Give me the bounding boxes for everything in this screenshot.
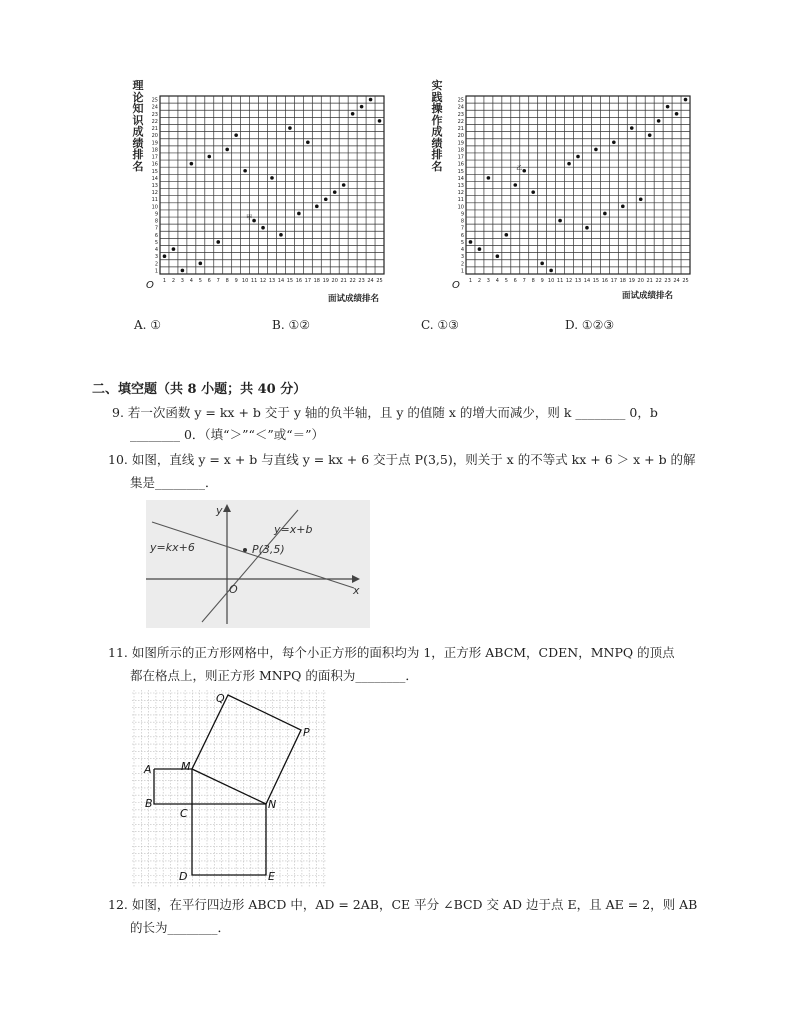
q10-point-p	[243, 548, 247, 552]
x-tick-label: 1	[162, 278, 167, 284]
option-c[interactable]: C. ①③	[421, 318, 459, 332]
data-point	[163, 254, 167, 258]
x-tick-label: 20	[331, 278, 338, 284]
option-d[interactable]: D. ①②③	[565, 318, 615, 332]
data-point	[324, 197, 328, 201]
x-tick-label: 21	[340, 278, 347, 284]
data-point	[522, 169, 526, 173]
x-tick-label: 11	[250, 278, 258, 284]
x-tick-label: 16	[295, 278, 303, 284]
x-tick-label: 8	[225, 278, 229, 284]
x-tick-label: 5	[198, 278, 202, 284]
y-tick-label: 6	[154, 232, 158, 239]
x-tick-label: 4	[189, 278, 193, 284]
q10-y-label: y	[216, 504, 223, 517]
y-tick-label: 10	[151, 204, 158, 211]
x-tick-label: 6	[513, 278, 517, 284]
y-tick-label: 13	[151, 183, 158, 189]
q11-label-m: M	[181, 760, 191, 773]
x-tick-label: 9	[234, 278, 238, 284]
x-tick-label: 9	[540, 278, 544, 284]
y-tick-label: 12	[457, 190, 464, 197]
data-point	[621, 205, 625, 209]
y-tick-label: 19	[151, 140, 158, 147]
q10-line1-label: y=x+b	[274, 523, 313, 536]
data-point	[585, 226, 589, 230]
point-annotation: 甲	[246, 214, 253, 222]
y-tick-label: 23	[151, 111, 158, 118]
x-tick-label: 11	[556, 278, 564, 284]
q9-line1: 9. 若一次函数 y = kx + b 交于 y 轴的负半轴，且 y 的值随 x 的增大而减少，则 k ________ 0，b	[112, 405, 658, 420]
data-point	[531, 190, 535, 194]
q10-point-label: P(3,5)	[252, 543, 285, 556]
data-point	[369, 98, 373, 102]
data-point	[333, 190, 337, 194]
y-tick-label: 23	[457, 111, 464, 118]
q11-label-e: E	[268, 870, 275, 883]
x-tick-label: 2	[477, 278, 482, 284]
data-point	[612, 140, 616, 144]
x-tick-label: 10	[547, 278, 555, 284]
x-tick-label: 8	[531, 278, 535, 284]
q11-label-b: B	[145, 797, 153, 810]
y-tick-label: 1	[460, 268, 464, 275]
y-tick-label: 13	[457, 183, 464, 189]
data-point	[487, 176, 491, 180]
data-point	[243, 169, 247, 173]
data-point	[306, 140, 310, 144]
q11-label-n: N	[268, 798, 277, 811]
y-tick-label: 5	[154, 239, 158, 246]
x-tick-label: 1	[468, 278, 473, 284]
y-tick-label: 15	[151, 168, 158, 175]
chart2-ylabel: 实践操作成绩排名	[431, 79, 443, 173]
y-tick-label: 22	[457, 118, 464, 125]
q11-label-q: Q	[216, 692, 225, 705]
x-tick-label: 15	[592, 278, 600, 284]
data-point	[648, 133, 652, 137]
data-point	[270, 176, 274, 180]
q10-figure	[146, 500, 370, 628]
q10-figure-bg	[146, 500, 370, 628]
data-point	[684, 98, 688, 102]
q10-x-label: x	[353, 584, 360, 597]
y-tick-label: 14	[457, 175, 464, 182]
y-tick-label: 11	[151, 197, 158, 204]
data-point	[261, 226, 265, 230]
x-tick-label: 14	[277, 278, 285, 284]
data-point	[675, 112, 679, 116]
q12-line1: 12. 如图，在平行四边形 ABCD 中，AD = 2AB，CE 平分 ∠BCD 交 AD 边于点 E，且 AE = 2，则 AB	[108, 897, 698, 912]
y-tick-label: 22	[151, 118, 158, 125]
data-point	[558, 219, 562, 223]
x-tick-label: 12	[565, 278, 573, 284]
q11-label-a: A	[144, 763, 152, 776]
q10-origin-label: O	[229, 583, 238, 596]
y-tick-label: 2	[154, 261, 158, 268]
y-tick-label: 24	[151, 104, 158, 111]
y-tick-label: 4	[154, 247, 158, 254]
data-point	[199, 262, 203, 266]
y-tick-label: 14	[151, 175, 158, 182]
y-tick-label: 15	[457, 168, 464, 175]
data-point	[549, 269, 553, 273]
x-tick-label: 23	[664, 278, 671, 284]
plot-frame	[160, 96, 384, 274]
x-tick-label: 15	[286, 278, 294, 284]
q11-label-p: P	[303, 726, 310, 739]
q9-line2: ________ 0．（填“＞”“＜”或“＝”）	[130, 427, 325, 442]
data-point	[630, 126, 634, 130]
data-point	[378, 119, 382, 123]
x-tick-label: 3	[486, 278, 490, 284]
x-tick-label: 10	[241, 278, 249, 284]
x-tick-label: 25	[682, 278, 689, 284]
x-tick-label: 13	[574, 278, 582, 284]
x-tick-label: 20	[637, 278, 644, 284]
q10-line2: 集是________．	[130, 475, 218, 490]
x-tick-label: 18	[313, 278, 320, 284]
chart2-xlabel: 面试成绩排名	[622, 291, 674, 301]
y-tick-label: 16	[151, 161, 158, 168]
data-point	[342, 183, 346, 187]
y-tick-label: 7	[460, 225, 464, 232]
data-point	[351, 112, 355, 116]
data-point	[315, 205, 319, 209]
x-tick-label: 6	[207, 278, 211, 284]
x-tick-label: 13	[268, 278, 276, 284]
plot-frame	[466, 96, 690, 274]
x-tick-label: 12	[259, 278, 267, 284]
data-point	[513, 183, 517, 187]
x-tick-label: 14	[583, 278, 591, 284]
y-tick-label: 2	[460, 261, 464, 268]
chart2-scatter	[444, 86, 694, 304]
x-tick-label: 17	[610, 278, 618, 284]
data-point	[657, 119, 661, 123]
x-tick-label: 24	[673, 278, 680, 284]
y-tick-label: 9	[154, 211, 158, 218]
q11-line2: 都在格点上，则正方形 MNPQ 的面积为________．	[130, 668, 418, 683]
y-tick-label: 16	[457, 161, 464, 168]
option-a[interactable]: A. ①	[134, 318, 162, 332]
x-tick-label: 7	[522, 278, 526, 284]
data-point	[478, 247, 482, 251]
x-tick-label: 22	[349, 278, 356, 284]
data-point	[234, 133, 238, 137]
chart1-ylabel: 理论知识成绩排名	[132, 79, 144, 173]
y-tick-label: 3	[154, 254, 158, 261]
y-tick-label: 6	[460, 232, 464, 239]
y-tick-label: 4	[460, 247, 464, 254]
data-point	[172, 247, 176, 251]
chart1-xlabel: 面试成绩排名	[328, 294, 380, 304]
data-point	[567, 162, 571, 166]
data-point	[576, 155, 580, 159]
x-tick-label: 16	[601, 278, 609, 284]
data-point	[279, 233, 283, 237]
data-point	[594, 148, 598, 152]
y-tick-label: 25	[457, 97, 464, 104]
data-point	[540, 262, 544, 266]
section-title: 二、填空题（共 8 小题；共 40 分）	[92, 382, 307, 397]
x-tick-label: 2	[171, 278, 176, 284]
x-tick-label: 7	[216, 278, 220, 284]
data-point	[360, 105, 364, 109]
x-tick-label: 3	[180, 278, 184, 284]
data-point	[252, 219, 256, 223]
data-point	[505, 233, 509, 237]
y-tick-label: 9	[460, 211, 464, 218]
y-tick-label: 8	[460, 218, 464, 225]
x-tick-label: 19	[628, 278, 635, 284]
y-tick-label: 20	[151, 133, 158, 140]
x-tick-label: 23	[358, 278, 365, 284]
q10-line2-label: y=kx+6	[150, 541, 195, 554]
y-tick-label: 7	[154, 225, 158, 232]
point-annotation: 乙	[516, 164, 523, 172]
x-tick-label: 22	[655, 278, 662, 284]
y-tick-label: 24	[457, 104, 464, 111]
data-point	[297, 212, 301, 216]
q11-label-c: C	[180, 807, 188, 820]
data-point	[181, 269, 185, 273]
data-point	[225, 148, 229, 152]
chart1-scatter	[138, 86, 388, 304]
x-tick-label: 21	[646, 278, 653, 284]
q10-line1: 10. 如图，直线 y = x + b 与直线 y = kx + 6 交于点 P(3,5)，则关于 x 的不等式 kx + 6 ＞ x + b 的解	[108, 452, 696, 467]
y-tick-label: 11	[457, 197, 464, 204]
data-point	[666, 105, 670, 109]
y-tick-label: 21	[151, 126, 158, 133]
x-tick-label: 5	[504, 278, 508, 284]
q11-grid	[132, 690, 326, 888]
y-tick-label: 25	[151, 97, 158, 104]
data-point	[207, 155, 211, 159]
data-point	[288, 126, 292, 130]
q11-label-d: D	[179, 870, 188, 883]
data-point	[216, 240, 220, 244]
y-tick-label: 1	[154, 268, 158, 275]
data-point	[190, 162, 194, 166]
y-tick-label: 21	[457, 126, 464, 133]
y-tick-label: 18	[151, 147, 158, 154]
q11-line1: 11. 如图所示的正方形网格中，每个小正方形的面积均为 1，正方形 ABCM，CDEN，MNPQ 的顶点	[108, 645, 675, 660]
y-tick-label: 18	[457, 147, 464, 154]
x-tick-label: 18	[619, 278, 626, 284]
y-tick-label: 10	[457, 204, 464, 211]
data-point	[603, 212, 607, 216]
q11-figure	[132, 690, 328, 890]
origin-label: O	[452, 280, 460, 291]
y-tick-label: 12	[151, 190, 158, 197]
y-tick-label: 5	[460, 239, 464, 246]
data-point	[469, 240, 473, 244]
y-tick-label: 17	[151, 154, 158, 161]
y-tick-label: 19	[457, 140, 464, 147]
y-tick-label: 3	[460, 254, 464, 261]
data-point	[496, 254, 500, 258]
y-tick-label: 8	[154, 218, 158, 225]
x-tick-label: 17	[304, 278, 312, 284]
y-tick-label: 20	[457, 133, 464, 140]
x-tick-label: 4	[495, 278, 499, 284]
origin-label: O	[146, 280, 154, 291]
x-tick-label: 19	[322, 278, 329, 284]
q12-line2: 的长为________．	[130, 920, 231, 935]
y-tick-label: 17	[457, 154, 464, 161]
option-b[interactable]: B. ①②	[272, 318, 310, 332]
x-tick-label: 24	[367, 278, 374, 284]
data-point	[639, 197, 643, 201]
x-tick-label: 25	[376, 278, 383, 284]
